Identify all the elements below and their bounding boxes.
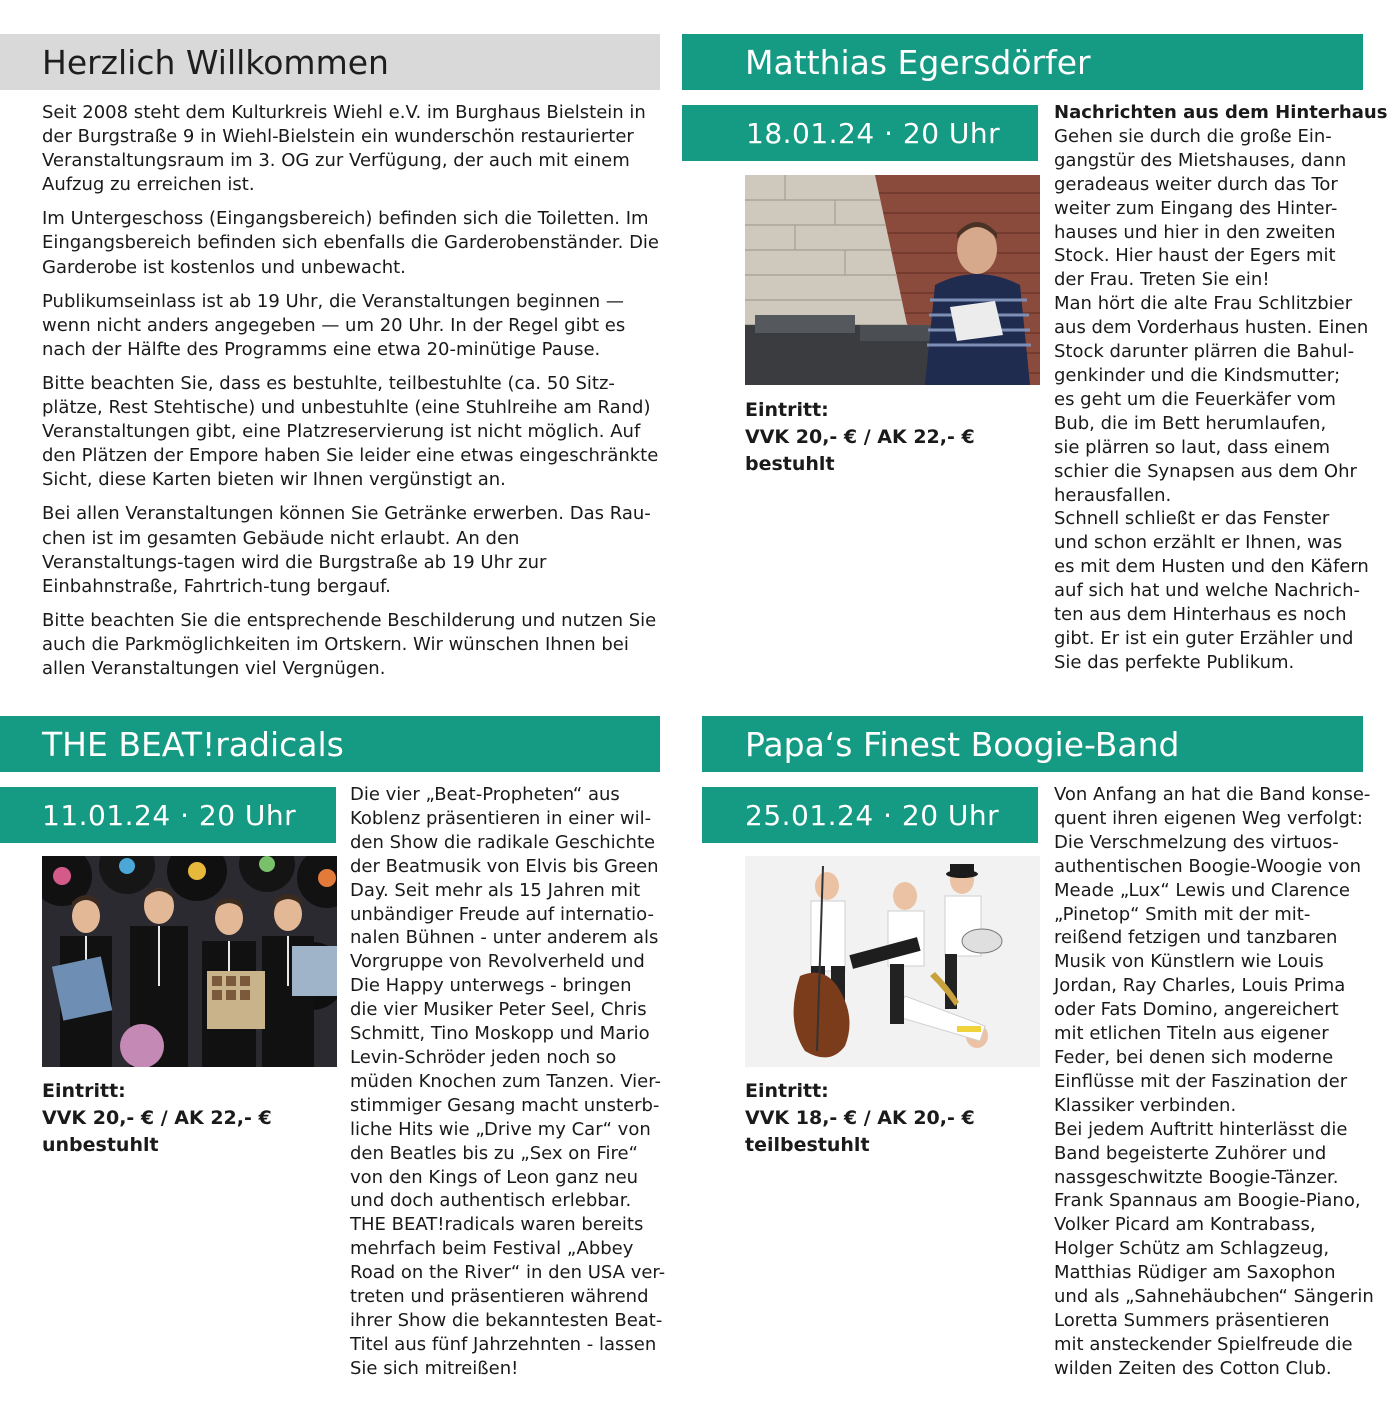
text-line: Klassiker verbinden.	[1054, 1094, 1237, 1116]
text-line: und als „Sahnehäubchen“ Sängerin	[1054, 1286, 1374, 1308]
text-line: Bei jedem Auftritt hinterlässt die	[1054, 1118, 1348, 1140]
text-line: Die vier „Beat-Propheten“ aus	[350, 784, 620, 805]
papa-lines	[1054, 783, 1374, 1381]
papa-text	[1054, 783, 1374, 1381]
text-line: Schmitt, Tino Moskopp und Mario	[350, 1023, 650, 1045]
text-line: Loretta Summers präsentieren	[1054, 1309, 1330, 1331]
text-line: Stock darunter plärren die Bahul-	[1054, 341, 1355, 363]
beat-title: THE BEAT!radicals	[42, 724, 344, 764]
matthias-date-bar	[682, 105, 1038, 161]
text-line: gibt. Er ist ein guter Erzähler und	[1054, 627, 1354, 649]
text-line: weiter zum Eingang des Hinter-	[1054, 197, 1338, 219]
text-line: herausfallen.	[1054, 484, 1172, 506]
text-line: der Beatmusik von Elvis bis Green	[350, 855, 659, 877]
text-line: gangstür des Mietshauses, dann	[1054, 149, 1347, 171]
matthias-title: Matthias Egersdörfer	[745, 42, 1091, 82]
papa-heading	[702, 716, 1363, 772]
entry-price: VVK 18,- € / AK 20,- €	[745, 1107, 975, 1129]
papa-title: Papa‘s Finest Boogie-Band	[745, 724, 1180, 764]
text-line: stimmiger Gesang macht unsterb-	[350, 1094, 660, 1116]
text-line: Volker Picard am Kontrabass,	[1054, 1214, 1316, 1236]
text-line: den Beatles bis zu „Sex on Fire“	[350, 1142, 638, 1164]
text-line: es geht um die Feuerkäfer vom	[1054, 388, 1336, 410]
welcome-paragraph: Seit 2008 steht dem Kulturkreis Wiehl e.V. im Burghaus Bielstein in der Burgstraße 9 in Wiehl-Bielstein ein wunderschön restaurierter Veranstaltungsraum im 3. OG zur Verfügung, der auch mit einem Aufzug zu erreichen ist.	[42, 102, 646, 196]
text-line: nalen Bühnen - unter anderem als	[350, 927, 659, 949]
text-line: sie plärren so laut, dass einem	[1054, 436, 1331, 458]
text-line: Meade „Lux“ Lewis und Clarence	[1054, 879, 1350, 901]
welcome-paragraph: Publikumseinlass ist ab 19 Uhr, die Veranstaltungen beginnen — wenn nicht anders angegeben — um 20 Uhr. In der Regel gibt es nach der Hälfte des Programms eine etwa 20-minütige Pause.	[42, 290, 626, 360]
text-line: müden Knochen zum Tanzen. Vier-	[350, 1070, 661, 1092]
text-line: geradeaus weiter durch das Tor	[1054, 173, 1338, 195]
text-line: Sie das perfekte Publikum.	[1054, 651, 1295, 673]
matthias-photo	[745, 175, 1040, 385]
text-line: Schnell schließt er das Fenster	[1054, 508, 1330, 530]
text-line: mit etlichen Titeln aus eigener	[1054, 1023, 1329, 1045]
entry-label: Eintritt:	[745, 399, 829, 421]
text-line: oder Fats Domino, angereichert	[1054, 999, 1339, 1021]
entry-seating: unbestuhlt	[42, 1134, 159, 1156]
text-line: Matthias Rüdiger am Saxophon	[1054, 1262, 1336, 1284]
text-line: mehrfach beim Festival „Abbey	[350, 1238, 634, 1260]
text-line: die vier Musiker Peter Seel, Chris	[350, 999, 647, 1021]
text-line: auf sich hat und welche Nachrich-	[1054, 580, 1360, 602]
entry-seating: bestuhlt	[745, 453, 835, 475]
text-line: Musik von Künstlern wie Louis	[1054, 951, 1324, 973]
welcome-heading	[0, 34, 660, 90]
text-line: aus dem Vorderhaus husten. Einen	[1054, 317, 1369, 339]
text-line: authentischen Boogie-Woogie von	[1054, 855, 1362, 877]
text-line: Road on the River“ in den USA ver-	[350, 1262, 666, 1284]
text-line: Man hört die alte Frau Schlitzbier	[1054, 293, 1353, 315]
beat-entry	[42, 1078, 272, 1159]
papa-date: 25.01.24 · 20 Uhr	[745, 798, 1000, 832]
text-line: Gehen sie durch die große Ein-	[1054, 125, 1332, 147]
text-line: Die Verschmelzung des virtuos-	[1054, 831, 1339, 853]
text-line: ihrer Show die bekanntesten Beat-	[350, 1309, 663, 1331]
text-line: THE BEAT!radicals waren bereits	[350, 1214, 644, 1236]
text-line: Jordan, Ray Charles, Louis Prima	[1054, 975, 1346, 997]
beat-date: 11.01.24 · 20 Uhr	[42, 798, 297, 832]
text-line: wilden Zeiten des Cotton Club.	[1054, 1357, 1332, 1379]
text-line: Koblenz präsentieren in einer wil-	[350, 807, 652, 829]
text-line: Vorgruppe von Revolverheld und	[350, 951, 645, 973]
welcome-paragraph: Bei allen Veranstaltungen können Sie Getränke erwerben. Das Rau-chen ist im gesamten Gebäude nicht erlaubt. An den Veranstaltungs-tagen wird die Burgstraße ab 19 Uhr zur Einbahnstraße, Fahrtrich-tung bergauf.	[42, 503, 651, 597]
text-line: Feder, bei denen sich moderne	[1054, 1046, 1334, 1068]
text-line: von den Kings of Leon ganz neu	[350, 1166, 639, 1188]
text-line: Einflüsse mit der Faszination der	[1054, 1070, 1348, 1092]
text-line: treten und präsentieren während	[350, 1286, 649, 1308]
entry-price: VVK 20,- € / AK 22,- €	[745, 426, 975, 448]
text-line: Titel aus fünf Jahrzehnten - lassen	[350, 1333, 657, 1355]
papa-photo	[745, 856, 1040, 1067]
entry-label: Eintritt:	[42, 1080, 126, 1102]
text-line: es mit dem Husten und den Käfern	[1054, 556, 1369, 578]
text-line: quent ihren eigenen Weg verfolgt:	[1054, 807, 1363, 829]
beat-text	[350, 783, 665, 1381]
text-line: Day. Seit mehr als 15 Jahren mit	[350, 879, 641, 901]
text-line: hauses und hier in den zweiten	[1054, 221, 1336, 243]
beat-lines	[350, 783, 665, 1381]
text-line: „Pinetop“ Smith mit der mit-	[1054, 903, 1311, 925]
text-line: Band begeisterte Zuhörer und	[1054, 1142, 1327, 1164]
papa-entry	[745, 1078, 975, 1159]
text-line: nassgeschwitzte Boogie-Tänzer.	[1054, 1166, 1339, 1188]
entry-label: Eintritt:	[745, 1080, 829, 1102]
text-line: genkinder und die Kindsmutter;	[1054, 364, 1341, 386]
matthias-subtitle: Nachrichten aus dem Hinterhaus	[1054, 102, 1388, 123]
welcome-text	[42, 101, 664, 691]
matthias-heading	[682, 34, 1363, 90]
text-line: den Show die radikale Geschichte	[350, 831, 656, 853]
beat-date-bar	[0, 787, 336, 843]
text-line: Bub, die im Bett herumlaufen,	[1054, 412, 1327, 434]
welcome-paragraph: Bitte beachten Sie die entsprechende Beschilderung und nutzen Sie auch die Parkmöglichkeiten im Ortskern. Wir wünschen Ihnen bei allen Veranstaltungen viel Vergnügen.	[42, 609, 657, 679]
text-line: und schon erzählt er Ihnen, was	[1054, 532, 1343, 554]
welcome-title: Herzlich Willkommen	[42, 42, 389, 82]
matthias-date: 18.01.24 · 20 Uhr	[746, 116, 1001, 150]
text-line: Holger Schütz am Schlagzeug,	[1054, 1238, 1330, 1260]
papa-date-bar	[702, 787, 1038, 843]
entry-price: VVK 20,- € / AK 22,- €	[42, 1107, 272, 1129]
text-line: Levin-Schröder jeden noch so	[350, 1046, 617, 1068]
text-line: Von Anfang an hat die Band konse-	[1054, 784, 1371, 805]
welcome-paragraph: Bitte beachten Sie, dass es bestuhlte, teilbestuhlte (ca. 50 Sitz-plätze, Rest Stehtische) und unbestuhlte (eine Stuhlreihe am Rand) Veranstaltungen gibt, eine Platzreservierung ist nicht möglich. Auf den Plätzen der Empore haben Sie leider eine etwas eingeschränkte Sicht, diese Karten bieten wir Ihnen vergünstigt an.	[42, 372, 659, 491]
text-line: Stock. Hier haust der Egers mit	[1054, 245, 1336, 267]
text-line: der Frau. Treten Sie ein!	[1054, 269, 1270, 291]
text-line: und doch authentisch erlebbar.	[350, 1190, 632, 1212]
welcome-paragraph: Im Untergeschoss (Eingangsbereich) befinden sich die Toiletten. Im Eingangsbereich befinden sich ebenfalls die Garderobenständer. Die Garderobe ist kostenlos und unbewacht.	[42, 208, 660, 278]
text-line: reißend fetzigen und tanzbaren	[1054, 927, 1338, 949]
matthias-text	[1054, 101, 1387, 675]
text-line: ten aus dem Hinterhaus es noch	[1054, 604, 1347, 626]
text-line: mit ansteckender Spielfreude die	[1054, 1333, 1353, 1355]
beat-heading	[0, 716, 660, 772]
text-line: Frank Spannaus am Boogie-Piano,	[1054, 1190, 1361, 1212]
matthias-entry	[745, 397, 975, 478]
text-line: Die Happy unterwegs - bringen	[350, 975, 632, 997]
matthias-lines	[1054, 125, 1387, 675]
text-line: Sie sich mitreißen!	[350, 1357, 519, 1379]
entry-seating: teilbestuhlt	[745, 1134, 870, 1156]
text-line: unbändiger Freude auf internatio-	[350, 903, 654, 925]
text-line: liche Hits wie „Drive my Car“ von	[350, 1118, 651, 1140]
text-line: schier die Synapsen aus dem Ohr	[1054, 460, 1357, 482]
beat-photo	[42, 856, 337, 1067]
